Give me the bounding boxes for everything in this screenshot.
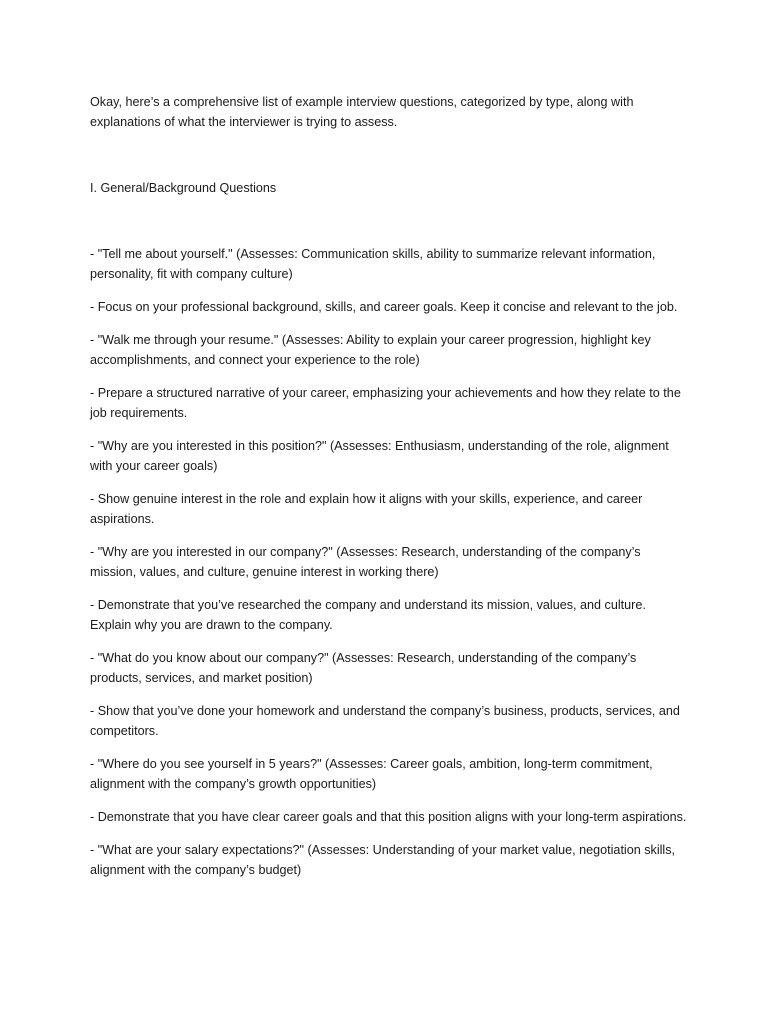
- document-body: [90, 92, 690, 893]
- list-item: - Show genuine interest in the role and explain how it aligns with your skills, experience, and career aspirations.: [90, 492, 643, 526]
- list-item: - "Walk me through your resume." (Assesses: Ability to explain your career progression, highlight key accomplishments, and connect your experience to the role): [90, 333, 651, 367]
- list-item: - "Why are you interested in our company?" (Assesses: Research, understanding of the company’s mission, values, and culture, genuine interest in working there): [90, 545, 641, 579]
- list-item: - Show that you’ve done your homework and understand the company’s business, products, services, and competitors.: [90, 704, 680, 738]
- list-item: - Prepare a structured narrative of your career, emphasizing your achievements and how they relate to the job requirements.: [90, 386, 681, 420]
- section-heading: I. General/Background Questions: [90, 181, 277, 195]
- list-item: - "What are your salary expectations?" (Assesses: Understanding of your market value, negotiation skills, alignment with the company’s budget): [90, 843, 676, 877]
- list-item: - "What do you know about our company?" (Assesses: Research, understanding of the company’s products, services, and market position): [90, 651, 637, 685]
- list-item: - Focus on your professional background, skills, and career goals. Keep it concise and relevant to the job.: [90, 300, 678, 314]
- list-item: - "Why are you interested in this position?" (Assesses: Enthusiasm, understanding of the role, alignment with your career goals): [90, 439, 669, 473]
- list-item: - Demonstrate that you’ve researched the company and understand its mission, values, and culture. Explain why you are drawn to the company.: [90, 598, 646, 632]
- intro-paragraph: Okay, here’s a comprehensive list of example interview questions, categorized by type, along with explanations of what the interviewer is trying to assess.: [90, 95, 634, 129]
- list-item: - Demonstrate that you have clear career goals and that this position aligns with your long-term aspirations.: [90, 810, 687, 824]
- list-item: - "Tell me about yourself." (Assesses: Communication skills, ability to summarize relevant information, personality, fit with company culture): [90, 247, 656, 281]
- list-item: - "Where do you see yourself in 5 years?" (Assesses: Career goals, ambition, long-term commitment, alignment with the company’s growth opportunities): [90, 757, 653, 791]
